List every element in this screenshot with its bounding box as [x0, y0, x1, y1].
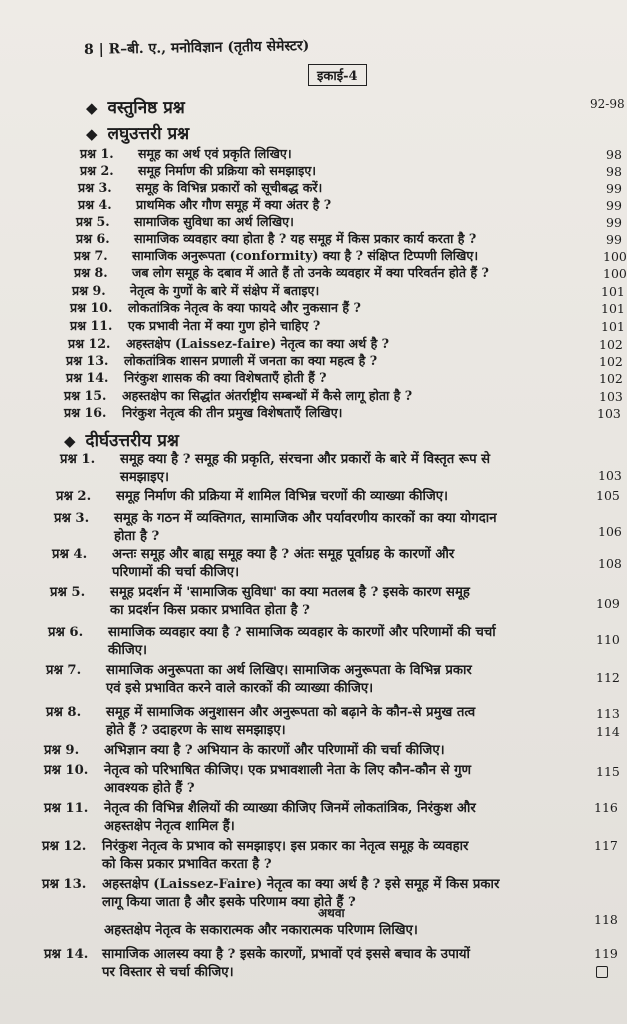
long-question	[44, 762, 471, 779]
question-text: लोकतांत्रिक नेतृत्व के क्या फायदे और नुकसान हैं ?	[128, 300, 361, 315]
page-number: 100	[603, 266, 627, 281]
question-text: सामाजिक व्यवहार क्या होता है ? यह समूह में किस प्रकार कार्य करता है ?	[134, 231, 477, 246]
question-text: समूह प्रदर्शन में 'सामाजिक सुविधा' का क्या मतलब है ? इसके कारण समूह	[110, 585, 470, 600]
page-number: 98	[606, 164, 622, 179]
question-text-continued: एवं इसे प्रभावित करने वाले कारकों की व्याख्या कीजिए।	[106, 681, 374, 696]
page-number: 116	[594, 800, 618, 815]
page-number: 119	[594, 946, 618, 961]
long-question	[46, 662, 472, 679]
short-question	[64, 405, 342, 421]
question-label: प्रश्न 10.	[44, 763, 89, 778]
page-number: 112	[596, 670, 620, 685]
question-label: प्रश्न 10.	[70, 300, 113, 315]
question-text: निरंकुश नेतृत्व की तीन प्रमुख विशेषताएँ लिखिए।	[122, 405, 343, 420]
short-question	[76, 231, 476, 247]
question-text: नेतृत्व की विभिन्न शैलियों की व्याख्या कीजिए जिनमें लोकतांत्रिक, निरंकुश और	[104, 801, 476, 816]
question-text-continued: होता है ?	[114, 529, 160, 544]
page-number: 99	[606, 198, 622, 213]
question-label: प्रश्न 1.	[80, 146, 114, 161]
question-label: प्रश्न 3.	[78, 180, 112, 195]
question-text-continued: लागू किया जाता है और इसके परिणाम क्या होते हैं ?	[102, 895, 356, 910]
page-number: 118	[594, 912, 618, 927]
page-number: 103	[599, 389, 623, 404]
question-text: नेतृत्व के गुणों के बारे में संक्षेप में बताइए।	[130, 283, 320, 298]
question-text: अहस्तक्षेप का सिद्धांत अंतर्राष्ट्रीय सम्बन्धों में कैसे लागू होता है ?	[122, 388, 413, 403]
short-question	[66, 370, 327, 386]
question-label: प्रश्न 15.	[64, 388, 107, 403]
diamond-bullet-icon: ◆	[86, 125, 98, 143]
section-short	[86, 121, 189, 144]
long-question	[52, 546, 454, 563]
question-text-continued: आवश्यक होते हैं ?	[104, 781, 195, 796]
page-number: 115	[596, 764, 620, 779]
page-number: 103	[597, 406, 621, 421]
long-question	[48, 624, 496, 641]
page-number: 109	[596, 596, 620, 611]
page-number: 101	[601, 319, 625, 334]
short-question	[70, 300, 361, 316]
page-number: 110	[596, 632, 620, 647]
question-text: प्राथमिक और गौण समूह में क्या अंतर है ?	[136, 197, 332, 212]
question-text: एक प्रभावी नेता में क्या गुण होने चाहिए ?	[128, 318, 321, 333]
page-number: 101	[601, 301, 625, 316]
question-label: प्रश्न 14.	[66, 370, 109, 385]
long-question	[44, 742, 445, 759]
page-number: 102	[599, 337, 623, 352]
page-header: 8 | R–बी. ए., मनोविज्ञान (तृतीय सेमेस्टर)	[83, 38, 310, 58]
end-square-icon	[596, 966, 608, 978]
question-label: प्रश्न 2.	[56, 489, 92, 504]
long-question	[42, 876, 499, 893]
question-label: प्रश्न 11.	[44, 801, 89, 816]
short-question	[78, 180, 322, 196]
question-text: सामाजिक अनुरूपता (conformity) क्या है ? संक्षिप्त टिप्पणी लिखिए।	[132, 248, 479, 263]
question-text: सामाजिक सुविधा का अर्थ लिखिए।	[134, 214, 294, 229]
question-label: प्रश्न 4.	[52, 547, 88, 562]
question-label: प्रश्न 5.	[76, 214, 110, 229]
page-number: 117	[594, 838, 618, 853]
question-text: नेतृत्व को परिभाषित कीजिए। एक प्रभावशाली नेता के लिए कौन-कौन से गुण	[104, 763, 472, 778]
question-label: प्रश्न 9.	[44, 743, 80, 758]
page-number: 92-98	[590, 97, 625, 111]
question-label: प्रश्न 13.	[42, 877, 87, 892]
question-label: प्रश्न 11.	[70, 318, 113, 333]
long-question	[46, 704, 475, 721]
or-label: अथवा	[318, 906, 345, 920]
long-question	[42, 838, 468, 855]
page-number: 99	[606, 181, 622, 196]
question-label: प्रश्न 8.	[46, 705, 82, 720]
short-question	[74, 248, 478, 264]
question-label: प्रश्न 7.	[74, 248, 108, 263]
page-number: 101	[601, 284, 625, 299]
question-text-continued: को किस प्रकार प्रभावित करता है ?	[102, 857, 272, 872]
diamond-bullet-icon: ◆	[64, 432, 76, 450]
short-question	[76, 214, 294, 230]
long-question	[56, 488, 448, 505]
question-text-continued: कीजिए।	[108, 643, 148, 658]
question-label: प्रश्न 5.	[50, 585, 86, 600]
question-text-continued: का प्रदर्शन किस प्रकार प्रभावित होता है ?	[110, 603, 310, 618]
section-long	[64, 428, 179, 451]
question-label: प्रश्न 1.	[60, 452, 96, 467]
page-number: 105	[596, 488, 620, 503]
question-text: सामाजिक अनुरूपता का अर्थ लिखिए। सामाजिक अनुरूपता के विभिन्न प्रकार	[106, 663, 472, 678]
section-objective	[86, 95, 185, 118]
section-title: वस्तुनिष्ठ प्रश्न	[107, 98, 185, 118]
page-number: 100	[603, 249, 627, 264]
long-question	[44, 800, 476, 817]
question-text: निरंकुश शासक की क्या विशेषताएँ होती हैं ?	[124, 370, 327, 385]
question-text: समूह निर्माण की प्रक्रिया को समझाइए।	[138, 163, 317, 178]
short-question	[66, 353, 377, 369]
question-text-continued: परिणामों की चर्चा कीजिए।	[112, 565, 240, 580]
question-text: समूह का अर्थ एवं प्रकृति लिखिए।	[138, 146, 292, 161]
short-question	[68, 336, 389, 352]
question-label: प्रश्न 14.	[44, 947, 89, 962]
question-text: समूह में सामाजिक अनुशासन और अनुरूपता को बढ़ाने के कौन-से प्रमुख तत्व	[106, 705, 476, 720]
question-text: सामाजिक आलस्य क्या है ? इसके कारणों, प्रभावों एवं इससे बचाव के उपायों	[102, 947, 470, 962]
page-number: 102	[599, 354, 623, 369]
page-number: 114	[596, 724, 620, 739]
question-text: अहस्तक्षेप (Laissez-faire) नेतृत्व का क्या अर्थ है ?	[126, 336, 390, 351]
question-label: प्रश्न 16.	[64, 405, 107, 420]
question-text: जब लोग समूह के दबाव में आते हैं तो उनके व्यवहार में क्या परिवर्तन होते हैं ?	[132, 265, 489, 280]
long-question	[54, 510, 497, 527]
question-text: सामाजिक व्यवहार क्या है ? सामाजिक व्यवहार के कारणों और परिणामों की चर्चा	[108, 625, 496, 640]
question-text: अहस्तक्षेप (Laissez-Faire) नेतृत्व का क्या अर्थ है ? इसे समूह में किस प्रकार	[102, 877, 500, 892]
section-title: दीर्घउत्तरीय प्रश्न	[85, 431, 179, 451]
long-question	[50, 584, 470, 601]
page-number: 108	[598, 556, 622, 571]
short-question	[70, 318, 320, 334]
question-label: प्रश्न 6.	[48, 625, 84, 640]
diamond-bullet-icon: ◆	[86, 99, 98, 117]
short-question	[80, 163, 316, 179]
short-question	[74, 265, 489, 281]
page-number: 99	[606, 215, 622, 230]
last-question	[44, 946, 470, 963]
long-question	[60, 451, 490, 468]
question-text: समूह क्या है ? समूह की प्रकृति, संरचना और प्रकारों के बारे में विस्तृत रूप से	[120, 452, 491, 467]
question-label: प्रश्न 12.	[42, 839, 87, 854]
unit-title: इकाई-4	[308, 64, 367, 86]
question-text: समूह के विभिन्न प्रकारों को सूचीबद्ध करें।	[136, 180, 323, 195]
question-text-continued: अहस्तक्षेप नेतृत्व शामिल हैं।	[104, 819, 235, 834]
question-label: प्रश्न 2.	[80, 163, 114, 178]
section-title: लघुउत्तरी प्रश्न	[107, 124, 190, 144]
question-text: निरंकुश नेतृत्व के प्रभाव को समझाइए। इस प्रकार का नेतृत्व समूह के व्यवहार	[102, 839, 469, 854]
question-label: प्रश्न 4.	[78, 197, 112, 212]
page-number: 99	[606, 232, 622, 247]
or-question-text: अहस्तक्षेप नेतृत्व के सकारात्मक और नकारात्मक परिणाम लिखिए।	[104, 923, 418, 938]
question-label: प्रश्न 9.	[72, 283, 106, 298]
question-label: प्रश्न 3.	[54, 511, 90, 526]
page-number: 98	[606, 147, 622, 162]
question-text-continued: समझाइए।	[120, 470, 169, 485]
page-number: 113	[596, 706, 620, 721]
page-number: 103	[598, 468, 622, 483]
question-label: प्रश्न 13.	[66, 353, 109, 368]
question-text-continued: पर विस्तार से चर्चा कीजिए।	[102, 965, 234, 980]
page-number: 102	[599, 371, 623, 386]
question-label: प्रश्न 12.	[68, 336, 111, 351]
short-question	[78, 197, 331, 213]
question-label: प्रश्न 8.	[74, 265, 108, 280]
short-question	[72, 283, 319, 299]
question-text: समूह निर्माण की प्रक्रिया में शामिल विभिन्न चरणों की व्याख्या कीजिए।	[116, 489, 449, 504]
short-question	[80, 146, 292, 162]
question-text: समूह के गठन में व्यक्तिगत, सामाजिक और पर्यावरणीय कारकों का क्या योगदान	[114, 511, 497, 526]
page-number: 106	[598, 524, 622, 539]
question-label: प्रश्न 6.	[76, 231, 110, 246]
question-text: लोकतांत्रिक शासन प्रणाली में जनता का क्या महत्व है ?	[124, 353, 378, 368]
short-question	[64, 388, 412, 404]
question-label: प्रश्न 7.	[46, 663, 82, 678]
question-text-continued: होते हैं ? उदाहरण के साथ समझाइए।	[106, 723, 286, 738]
question-text: अभिज्ञान क्या है ? अभियान के कारणों और परिणामों की चर्चा कीजिए।	[104, 743, 445, 758]
question-text: अन्तः समूह और बाह्य समूह क्या है ? अंतः समूह पूर्वाग्रह के कारणों और	[112, 547, 455, 562]
